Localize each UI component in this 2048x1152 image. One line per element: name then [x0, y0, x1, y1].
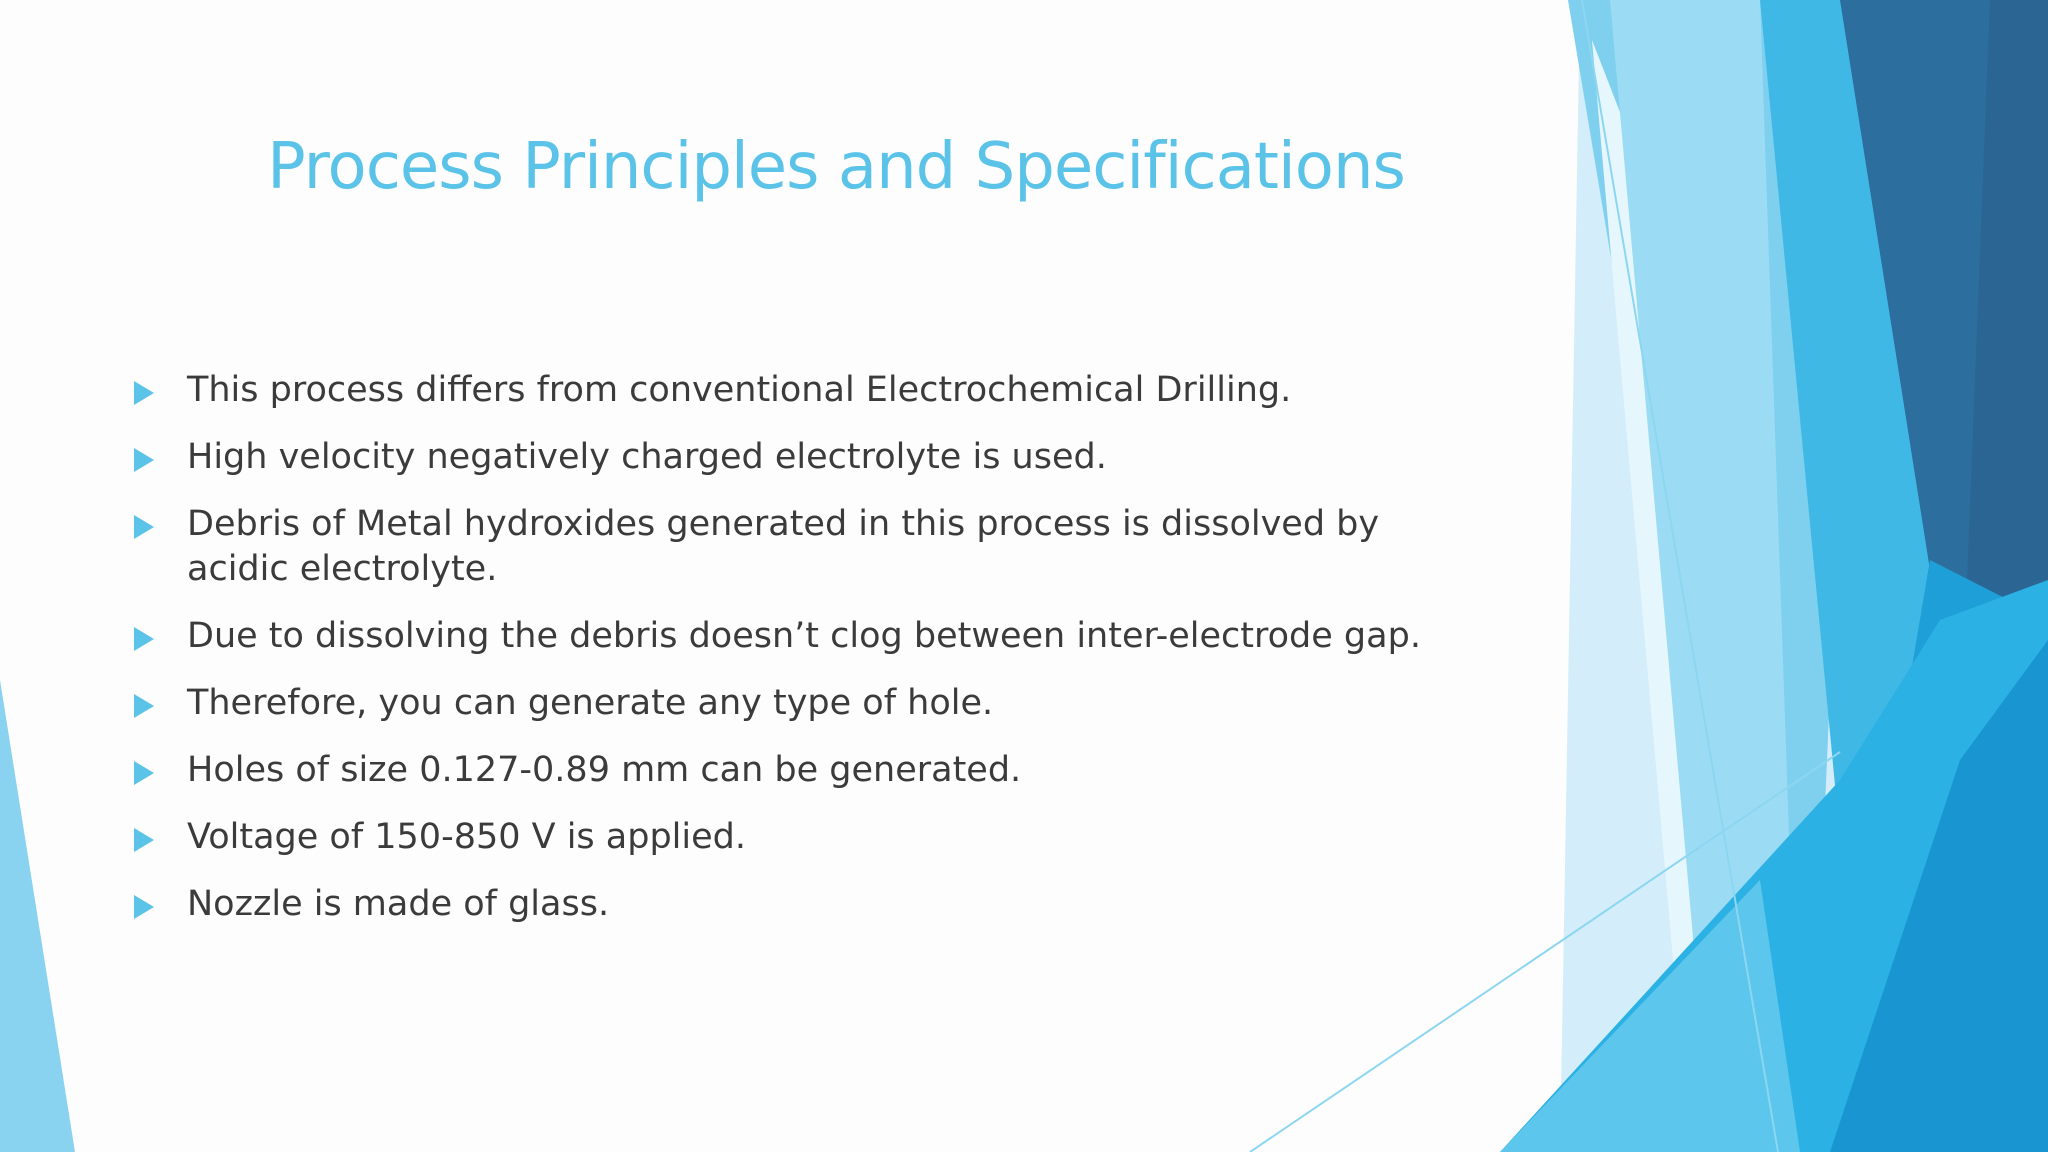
list-item [130, 882, 1490, 927]
list-item [130, 614, 1490, 659]
list-item [130, 435, 1490, 480]
triangle-right-icon [134, 895, 154, 919]
list-item [130, 368, 1490, 413]
triangle-right-icon [134, 515, 154, 539]
list-item [130, 748, 1490, 793]
triangle-right-icon [134, 627, 154, 651]
list-item [130, 502, 1490, 592]
bullet-text: Due to dissolving the debris doesn’t clog between inter-electrode gap. [187, 616, 1421, 656]
bullet-text: This process differs from conventional Electrochemical Drilling. [187, 370, 1292, 410]
bullet-text: Debris of Metal hydroxides generated in this process is dissolved by acidic electrolyte. [187, 504, 1380, 589]
triangle-right-icon [134, 761, 154, 785]
bullet-text: Nozzle is made of glass. [187, 884, 610, 924]
bullet-text: High velocity negatively charged electrolyte is used. [187, 437, 1107, 477]
bullet-text: Voltage of 150-850 V is applied. [187, 817, 746, 857]
triangle-right-icon [134, 448, 154, 472]
list-item [130, 815, 1490, 860]
slide-title: Process Principles and Specifications [267, 130, 1405, 204]
triangle-right-icon [134, 381, 154, 405]
triangle-right-icon [134, 828, 154, 852]
bullet-list [130, 368, 1490, 949]
bullet-text: Holes of size 0.127-0.89 mm can be generated. [187, 750, 1022, 790]
list-item [130, 681, 1490, 726]
triangle-right-icon [134, 694, 154, 718]
left-edge-shape [0, 680, 75, 1152]
bullet-text: Therefore, you can generate any type of hole. [187, 683, 994, 723]
